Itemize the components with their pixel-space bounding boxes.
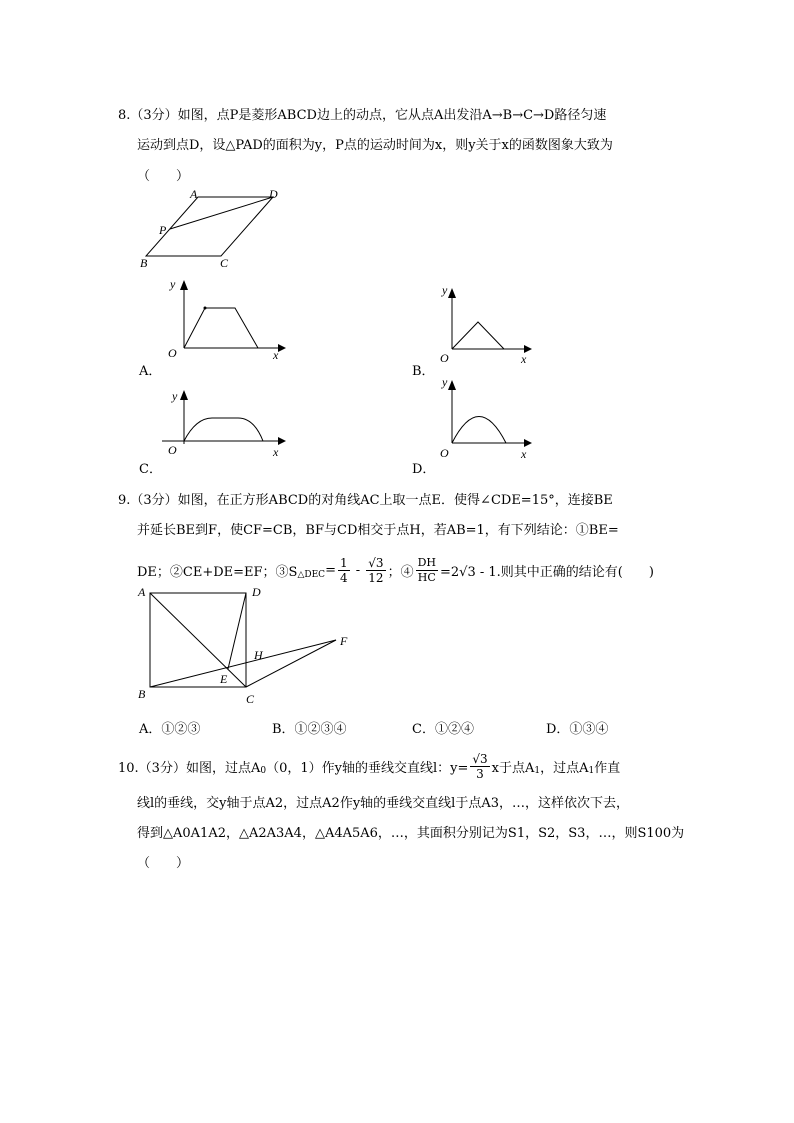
svg-text:x: x (521, 447, 527, 461)
svg-text:y: y (442, 375, 448, 389)
svg-text:C: C (246, 692, 255, 706)
q9-line1: 9.（3分）如图，在正方形ABCD的对角线AC上取一点E．使得∠CDE=15°，连接BE (118, 493, 613, 508)
label-P: P (159, 223, 167, 237)
label-C: C (220, 256, 229, 270)
svg-text:x: x (273, 348, 279, 362)
square-figure (136, 583, 356, 706)
graph-d (438, 376, 538, 461)
q8-line1: 8.（3分）如图，点P是菱形ABCD边上的动点，它从点A出发沿A→B→C→D路径匀速 (118, 108, 607, 123)
q8-option-d: D． (412, 462, 436, 477)
q10-paren: （ ） (137, 856, 190, 871)
q9-choice-d: D．①③④ (546, 722, 609, 737)
q8-line2: 运动到点D，设△PAD的面积为y，P点的运动时间为x，则y关于x的函数图象大致为 (137, 138, 613, 153)
svg-text:O: O (440, 351, 449, 365)
q9-line3: DE；②CE+DE=EF；③S △DEC = $\frac{1}{4}$ - √3 12 ；④ $\frac{DH}{HC}$ =2√3 - 1.则其中正确的结论有( ) (137, 556, 654, 585)
q8-option-a: A． (139, 364, 162, 379)
q8-paren: （ ） (137, 169, 190, 184)
svg-text:H: H (254, 648, 263, 662)
svg-text:O: O (168, 443, 177, 457)
q10-line1: 10.（3分）如图，过点A 0 （0，1）作y轴的垂线交直线l：y= $\frac{√3}{3}$ x于点A 1 ，过点A 1 作直 (118, 752, 621, 781)
svg-text:x: x (521, 352, 527, 366)
q10-line3: 得到△A0A1A2，△A2A3A4，△A4A5A6，…，其面积分别记为S1，S2，S3，…，则S100为 (137, 826, 685, 841)
svg-text:A: A (138, 585, 146, 599)
svg-text:F: F (340, 634, 348, 648)
svg-text:D: D (252, 585, 261, 599)
q9-choice-c: C．①②④ (412, 722, 474, 737)
svg-text:y: y (170, 277, 176, 291)
label-D: D (269, 187, 278, 201)
svg-text:E: E (220, 672, 228, 686)
svg-text:y: y (172, 389, 178, 403)
graph-b (438, 282, 538, 367)
graph-c (160, 384, 290, 459)
svg-text:O: O (168, 346, 177, 360)
q9-choice-a: A．①②③ (139, 722, 201, 737)
q8-option-c: C． (139, 462, 162, 477)
rhombus-figure (140, 187, 290, 270)
label-B: B (140, 256, 148, 270)
q10-line2: 线l的垂线，交y轴于点A2，过点A2作y轴的垂线交直线l于点A3，…，这样依次下去， (137, 796, 629, 811)
svg-text:O: O (440, 446, 449, 460)
svg-text:B: B (138, 687, 146, 701)
svg-text:x: x (273, 445, 279, 459)
label-A: A (190, 187, 198, 201)
graph-a (160, 278, 290, 363)
q8-option-b: B． (412, 364, 435, 379)
q9-line2: 并延长BE到F，使CF=CB，BF与CD相交于点H，若AB=1，有下列结论：①BE= (137, 523, 619, 538)
q9-choice-b: B．①②③④ (272, 722, 347, 737)
svg-text:y: y (442, 283, 448, 297)
